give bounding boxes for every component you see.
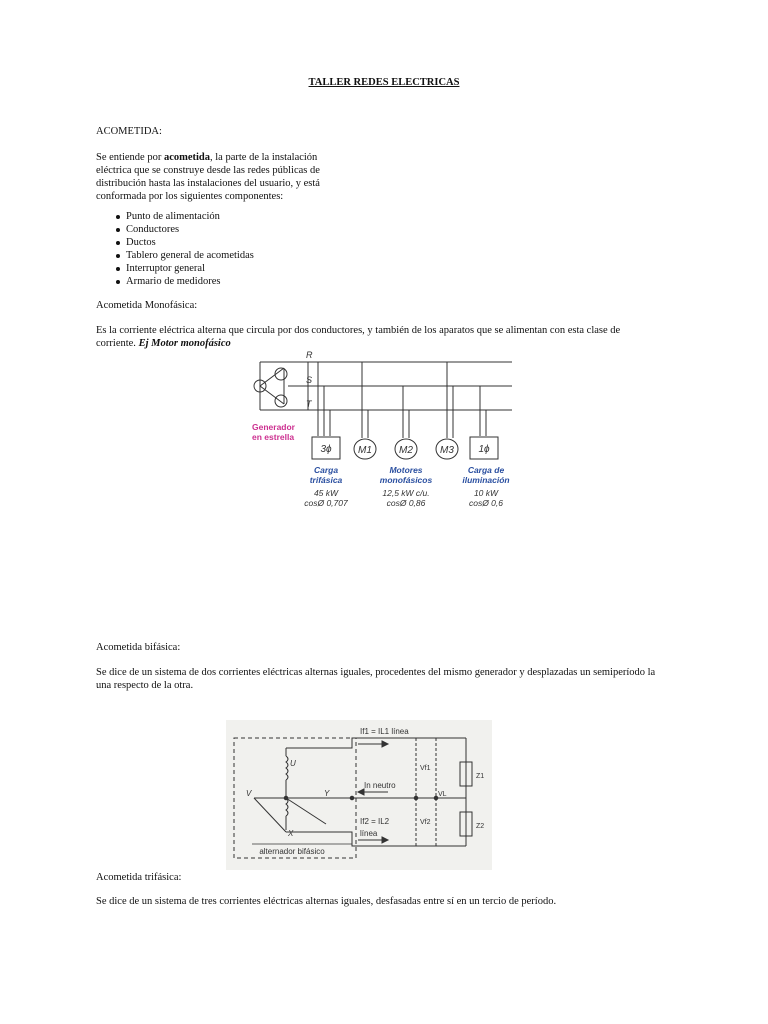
bifasica-line-2: una respecto de la otra.	[96, 680, 194, 691]
impedance-z1: Z1	[476, 773, 485, 780]
monofasica-line-2: corriente.	[96, 338, 139, 349]
bottom-line-label-2: línea	[360, 829, 378, 838]
line-label-r: R	[306, 350, 313, 360]
node-x: X	[288, 829, 294, 838]
bottom-line-label: If2 = IL2	[360, 817, 390, 826]
caption-3ph-1: Carga	[313, 465, 339, 475]
impedance-z2: Z2	[476, 823, 485, 830]
top-line-label: If1 = IL1 línea	[360, 727, 409, 736]
bifasica-line-1: Se dice de un sistema de dos corrientes eléctricas alternas iguales, procedentes del mismo generador y desplazadas un semiperíodo la	[96, 667, 656, 678]
caption-light-2: iluminación	[462, 475, 510, 485]
section-heading-trifasica: Acometida trifásica:	[96, 872, 182, 883]
voltage-vl: VL	[438, 791, 447, 798]
acometida-intro	[96, 151, 332, 203]
spec-3ph-2: cosØ 0,707	[304, 498, 348, 508]
list-item: Conductores	[96, 223, 686, 236]
node-v: V	[246, 789, 252, 798]
section-heading-bifasica: Acometida bifásica:	[96, 642, 181, 653]
line-label-t: T	[306, 399, 312, 409]
list-item: Ductos	[96, 236, 686, 249]
spec-motors-1: 12,5 kW c/u.	[382, 488, 430, 498]
section-heading-monofasica: Acometida Monofásica:	[96, 300, 198, 311]
trifasica-line-1: Se dice de un sistema de tres corrientes eléctricas alternas iguales, desfasadas entre sí en un tercio de período.	[96, 896, 557, 907]
node-y: Y	[324, 789, 330, 798]
monofasica-example: Ej Motor monofásico	[138, 338, 231, 349]
alternator-label: alternador bifásico	[259, 847, 325, 856]
monofasica-diagram	[248, 348, 514, 516]
spec-light-2: cosØ 0,6	[468, 498, 504, 508]
load-symbol-3ph: 3ϕ	[320, 444, 332, 455]
caption-motors-2: monofásicos	[379, 475, 433, 485]
bifasica-paragraph	[96, 666, 696, 692]
intro-line-2: eléctrica que se construye desde las redes públicas de	[96, 165, 320, 176]
spec-3ph-1: 45 kW	[313, 488, 339, 498]
list-item: Armario de medidores	[96, 275, 686, 288]
load-symbol-m3: M3	[440, 445, 454, 456]
current-arrows	[358, 741, 388, 843]
load-drops	[318, 362, 486, 438]
intro-line-1: , la parte de la instalación	[210, 152, 318, 163]
components-list	[96, 210, 686, 288]
section-heading-acometida: ACOMETIDA:	[96, 126, 162, 137]
intro-line-3: distribución hasta las instalaciones del usuario, y está	[96, 178, 320, 189]
list-item: Interruptor general	[96, 262, 686, 275]
generator-label-1: Generador	[252, 422, 295, 432]
bus-lines	[288, 362, 512, 410]
load-symbol-1ph: 1ϕ	[478, 444, 490, 455]
voltage-vf2: Vf2	[420, 819, 431, 826]
node-u: U	[290, 759, 296, 768]
spec-motors-2: cosØ 0,86	[386, 498, 426, 508]
spec-light-1: 10 kW	[473, 488, 499, 498]
intro-bold-term: acometida	[163, 152, 211, 163]
list-item: Tablero general de acometidas	[96, 249, 686, 262]
voltage-vf1: Vf1	[420, 765, 431, 772]
caption-motors-1: Motores	[389, 465, 423, 475]
document-title: TALLER REDES ELECTRICAS	[308, 77, 460, 88]
load-symbol-m2: M2	[399, 445, 413, 456]
intro-line-4: conformada por los siguientes componentes:	[96, 191, 284, 202]
load-symbol-m1: M1	[358, 445, 372, 456]
intro-text: Se entiende por	[96, 152, 164, 163]
caption-3ph-2: trifásica	[309, 475, 343, 485]
line-label-s: S	[306, 375, 313, 385]
caption-light-1: Carga de	[467, 465, 505, 475]
list-item: Punto de alimentación	[96, 210, 686, 223]
generator-label-2: en estrella	[252, 432, 295, 442]
monofasica-line-1: Es la corriente eléctrica alterna que circula por dos conductores, y también de los aparatos que se alimentan con esta clase de	[96, 325, 621, 336]
bifasica-diagram	[226, 720, 492, 870]
neutral-label: In neutro	[364, 781, 396, 790]
monofasica-paragraph	[96, 324, 696, 350]
